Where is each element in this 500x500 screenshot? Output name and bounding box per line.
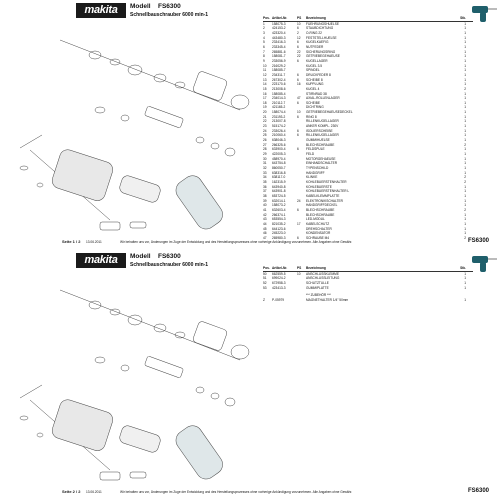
cell-description: GETRIEBEGEHAEUSEDECKEL [306,110,353,115]
cell-description: AXIAL-ROLLENLAGER [306,96,340,101]
cell-ps: 22 [297,54,301,59]
cell-qty: 1 [464,21,466,26]
cell-description: FELD [306,152,315,157]
cell-qty: 1 [464,156,466,161]
col-ps: PS [297,266,302,270]
cell-qty: 1 [464,166,466,170]
cell-qty: 1 [464,170,466,175]
cell-qty: 1 [464,226,466,231]
cell-article: 265980-3 [272,235,286,240]
cell-pos: 36 [263,184,267,189]
cell-description: KOHLEBUERSTE [306,184,332,189]
cell-qty: 1 [464,26,466,31]
cell-description: SCHEIBE [306,100,320,105]
cell-pos: 11 [263,68,267,73]
cell-description: LED-MODUL [306,217,325,222]
cell-pos: 24 [263,128,267,133]
cell-ps: 6 [297,40,299,45]
cell-pos: 30 [263,156,267,161]
cell-description: KABELKLEMMPLATTE [306,193,340,198]
cell-pos: 45 [263,226,267,231]
cell-ps: 6 [297,100,299,105]
cell-article: 644123-6 [272,226,286,231]
cell-article: 515174-2 [272,124,286,129]
cell-qty: 2 [464,142,466,147]
col-pos: Pos. [263,266,270,270]
col-qty: Stk. [460,16,466,20]
cell-qty: 1 [464,68,466,73]
cell-pos: 4 [263,35,265,40]
cell-ps: 6 [297,207,299,212]
cell-ps [297,298,306,303]
cell-article: 423320-4 [272,30,286,35]
cell-article: 234014-3 [272,96,286,101]
cell-article: 210060-4 [272,133,286,138]
cell-pos: 29 [263,152,267,157]
cell-pos: 20 [263,110,267,115]
parts-table [263,266,473,303]
cell-qty: 1 [464,128,466,133]
cell-pos: 31 [263,161,267,166]
cell-ps: 10 [297,21,301,26]
cell-article: 424153-2 [272,26,286,31]
cell-pos: 22 [263,119,267,124]
makita-logo: makita [76,3,126,18]
cell-qty: 1 [464,100,466,105]
disclaimer-note: Wir behalten uns vor, Änderungen im Zuge der Entwicklung und des Herstellungsprozesses ohne vorherige Ankündigung vorzunehmen. Alle Angaben ohne Gewähr. [120,240,353,244]
cell-description: SCHUTZTULLE [306,280,329,285]
cell-article: 633900-4 [272,147,286,152]
cell-article: 632014-1 [272,198,286,203]
cell-description: STIRNRAD 38 [306,91,327,96]
cell-description: DREHSCHALTER [306,226,332,231]
cell-description: KOHLEBUERSTENHALTER [306,179,347,184]
cell-qty: 1 [464,44,466,49]
cell-qty: 1 [464,203,466,208]
cell-article: 223170-6 [272,82,286,87]
cell-description: KUGEL 3.5 [306,63,323,68]
cell-description: FELDSPULE [306,147,325,152]
cell-article: 162315-9 [272,179,286,184]
cell-pos: 3 [263,30,265,35]
cell-pos: 1 [263,21,265,26]
cell-qty: 1 [464,285,466,290]
cell-article: 158085-4 [272,91,286,96]
cell-ps: 16 [297,82,301,87]
cell-description: KUGELKAEFIG [306,40,329,45]
table-row [263,286,473,291]
cell-pos: 26 [263,138,267,143]
cell-qty: 1 [464,217,466,222]
cell-pos: 35 [263,179,267,184]
model-number: FS6300 [158,253,181,260]
cell-pos: 28 [263,147,267,152]
cell-article: 216029-2 [272,63,286,68]
cell-pos: 41 [263,207,267,212]
cell-description: TYPENSCHILD [306,166,329,170]
cell-article: 158074-4 [272,110,286,115]
cell-description: GETRIEBEGEHAEUSE [306,54,340,59]
cell-qty: 1 [464,231,466,236]
cell-pos: 27 [263,142,267,147]
cell-pos: 9 [263,58,265,63]
cell-pos: 18 [263,100,267,105]
page-number: Seite 1 / 2 [62,239,81,244]
col-description: Bezeichnung [306,266,326,270]
cell-qty: 1 [464,212,466,217]
cell-pos: 16 [263,91,267,96]
cell-qty: 1 [464,49,466,54]
cell-qty: 1 [464,138,466,143]
cell-qty: 1 [464,91,466,96]
cell-qty: 1 [464,96,466,101]
cell-description: KABELSCHUTZ [306,221,330,226]
cell-qty: 1 [464,63,466,68]
footer-model: FS6300 [468,238,490,244]
cell-article: 158075-3 [272,21,286,26]
cell-description: ANSCHLUSSLEITUNG [306,276,340,281]
cell-article: P-05979 [272,297,285,302]
cell-qty: 2 [464,175,466,180]
cell-article: 638117-0 [272,175,286,180]
cell-description: O-RING 22 [306,30,322,35]
cell-article: 233026-4 [272,128,286,133]
cell-ps: 6 [297,128,299,133]
cell-pos: 7 [263,49,265,54]
cell-article: 266325-6 [272,142,286,147]
parts-table [263,16,473,241]
cell-pos: 32 [263,166,267,170]
col-article: Artikel-Nr. [272,16,288,20]
cell-article: 231193-2 [272,114,286,119]
cell-article: 443480-3 [272,35,286,40]
cell-pos: 51 [263,276,267,281]
cell-article: 265881-6 [272,49,286,54]
cell-pos: 34 [263,175,267,180]
cell-pos: 15 [263,86,267,91]
cell-article: 821035-2 [272,221,286,226]
cell-qty: 1 [464,221,466,226]
cell-qty: 1 [464,147,466,152]
cell-description: DICHTRING [306,105,324,110]
cell-pos: 53 [263,285,267,290]
cell-article: 233345-4 [272,44,286,49]
cell-pos: 42 [263,212,267,217]
col-description: Bezeichnung [306,16,326,20]
cell-qty: 1 [464,280,466,285]
cell-qty: 1 [464,193,466,198]
cell-description: GUMMIHUELSE [306,138,330,143]
cell-article: 421165-2 [272,105,286,110]
model-number: FS6300 [158,3,181,10]
cell-description: KOHLEBUERSTENHALTER L [306,189,350,194]
cell-description: FUEHRUNGSHUELSE [306,21,339,26]
cell-pos: 47 [263,235,267,240]
cell-article: 267302-4 [272,77,286,82]
cell-description: SPINDEL [306,68,320,73]
cell-description: KUGEL 4 [306,86,320,91]
cell-qty: 2 [464,235,466,240]
cell-pos: Z [263,297,265,302]
cell-ps: 6 [297,235,299,240]
cell-ps: 47 [297,96,301,101]
cell-article: 638046-3 [272,138,286,143]
col-ps: PS [297,16,302,20]
cell-description: FESTSTELLHUELSE [306,35,337,40]
cell-qty: 1 [464,58,466,63]
cell-description: KONDENSATOR [306,231,331,236]
cell-article: 458970-4 [272,156,286,161]
footer-model: FS6300 [468,488,490,494]
cell-article: 672958-3 [272,280,286,285]
cell-qty: 1 [464,198,466,203]
cell-pos: 19 [263,105,267,110]
cell-article: 653554-3 [272,217,286,222]
cell-qty: 2 [464,207,466,212]
makita-logo: makita [76,253,126,268]
cell-description: RING 8 [306,114,317,119]
exploded-parts-diagram [0,0,265,238]
cell-ps: 6 [297,77,299,82]
cell-article: 423413-3 [272,285,286,290]
cell-article: 213007-8 [272,119,286,124]
exploded-parts-diagram [0,250,265,488]
table-row [263,298,473,303]
cell-article: 643901-8 [272,189,286,194]
cell-qty: 1 [464,124,466,129]
cell-ps: 6 [297,147,299,152]
cell-article: 699024-2 [272,276,286,281]
cell-qty: 2 [464,86,466,91]
cell-pos: 23 [263,124,267,129]
cell-description: KUPPLUNG [306,82,324,87]
cell-ps: 10 [297,110,301,115]
cell-pos: 21 [263,114,267,119]
cell-article: 158081-7 [272,54,286,59]
cell-article: 643754-8 [272,161,286,166]
cell-qty: 1 [464,40,466,45]
cell-article: 422005-3 [272,152,286,157]
cell-pos: 17 [263,96,267,101]
cell-description: BLECHSCHRAUBE [306,142,335,147]
modell-label: Modell [130,3,151,10]
cell-pos: 12 [263,72,267,77]
cell-description: KLINKE [306,175,318,180]
cell-ps: 17 [297,221,301,226]
cell-pos: 39 [263,198,267,203]
cell-pos: 2 [263,26,265,31]
cell-pos: 6 [263,44,265,49]
accessory-heading: *** ZUBEHÖR *** [306,293,331,298]
cell-qty: 1 [464,119,466,124]
cell-qty: 1 [464,35,466,40]
cell-article: 632603-4 [272,207,286,212]
cell-pos: 40 [263,203,267,208]
cell-description: HANDGRIFFDECKEL [306,203,338,208]
cell-pos: 25 [263,133,267,138]
cell-article: 860050-7 [272,166,286,170]
cell-pos: 10 [263,63,267,68]
cell-description: STAUBDICHTUNG [306,26,334,31]
cell-ps: 22 [297,49,301,54]
cell-pos: 50 [263,271,267,276]
cell-article: 234311-7 [272,72,286,77]
product-subtitle: Schnellbauschrauber 6000 min-1 [130,262,209,268]
cell-qty: 1 [464,184,466,189]
cell-description: BLECHSCHRAUBE [306,212,335,217]
cell-description: BLECHSCHRAUBE [306,207,335,212]
cell-qty: 1 [464,72,466,77]
cell-qty: 1 [464,161,466,166]
cell-description: KUGELLAGER [306,58,328,63]
cell-pos: 38 [263,193,267,198]
page-date: 13.06.2011 [86,490,102,494]
cell-description: MAGNETHALTER 1/4" 50mm [306,297,349,302]
cell-qty: 2 [464,179,466,184]
page-number: Seite 2 / 2 [62,489,81,494]
cell-pos: 14 [263,82,267,87]
cell-qty: 1 [464,276,466,281]
cell-description: RILLENKUGELLAGER [306,133,339,138]
cell-pos: 33 [263,170,267,175]
cell-ps: 6 [297,72,299,77]
cell-qty: 1 [464,30,466,35]
cell-article: 233056-9 [272,58,286,63]
parts-page-2 [0,250,500,500]
cell-ps [297,286,306,291]
cell-description: SCHRAUBE M4 [306,235,330,240]
cell-qty: 1 [464,114,466,119]
cell-pos: 44 [263,221,267,226]
screwdriver-photo [470,2,498,24]
cell-qty: 1 [464,297,466,302]
cell-qty: 1 [464,152,466,157]
cell-qty: 1 [464,133,466,138]
cell-ps: 12 [297,35,301,40]
cell-article: 643940-8 [272,184,286,189]
product-subtitle: Schnellbauschrauber 6000 min-1 [130,12,209,18]
cell-description: HANDGRIFF [306,170,325,175]
cell-ps: 24 [297,198,301,203]
cell-article: 158073-2 [272,203,286,208]
cell-ps: 6 [297,58,299,63]
cell-article: 210112-7 [272,100,286,105]
cell-article: 638316-8 [272,170,286,175]
disclaimer-note: Wir behalten uns vor, Änderungen im Zuge der Entwicklung und des Herstellungsprozesses ohne vorherige Ankündigung vorzunehmen. Alle Angaben ohne Gewähr. [120,490,353,494]
cell-description: SICHERUNGSRING [306,49,336,54]
cell-article: 245223-0 [272,231,286,236]
cell-description: ELEKTRONIKSCHALTER [306,198,343,203]
cell-article: 662559-5 [272,271,286,276]
cell-qty: 1 [464,189,466,194]
cell-description: EINHANDSCHALTER [306,161,338,166]
col-pos: Pos. [263,16,270,20]
cell-article: 653724-5 [272,193,286,198]
cell-pos: 43 [263,217,267,222]
cell-pos: 37 [263,189,267,194]
cell-ps: 10 [297,271,301,276]
cell-article: 233416-3 [272,40,286,45]
cell-description: DRUCKFEDER 8 [306,72,331,77]
cell-pos: 46 [263,231,267,236]
col-qty: Stk. [460,266,466,270]
cell-pos: 13 [263,77,267,82]
cell-description: NUTFEDER [306,44,324,49]
cell-ps: 6 [297,44,299,49]
cell-qty: 1 [464,110,466,115]
cell-ps: 6 [297,133,299,138]
cell-pos: 5 [263,40,265,45]
cell-article: 213008-6 [272,86,286,91]
modell-label: Modell [130,253,151,260]
cell-article: 266374-1 [272,212,286,217]
cell-pos: 8 [263,54,265,59]
page-date: 13.06.2011 [86,240,102,244]
cell-description: MOTORGEHAEUSE [306,156,336,161]
cell-qty: 1 [464,105,466,110]
cell-qty: 1 [464,82,466,87]
cell-description: SCHEIBE 8 [306,77,323,82]
cell-qty: 1 [464,77,466,82]
cell-ps: 6 [297,26,299,31]
cell-ps: 6 [297,114,299,119]
cell-ps: 2 [297,30,299,35]
cell-description: ANSCHLUSSKLEMME [306,271,339,276]
col-article: Artikel-Nr. [272,266,288,270]
cell-description: ISOLIERSCHEIBE [306,128,333,133]
cell-description: ANKER KOMPL. 230V [306,124,339,129]
cell-qty: 1 [464,271,466,276]
cell-description: GUMMIPLATTE [306,285,329,290]
cell-description: RILLENKUGELLAGER [306,119,339,124]
cell-qty: 1 [464,54,466,59]
screwdriver-photo [470,252,498,274]
cell-article: 158085-7 [272,68,286,73]
cell-pos: 52 [263,280,267,285]
